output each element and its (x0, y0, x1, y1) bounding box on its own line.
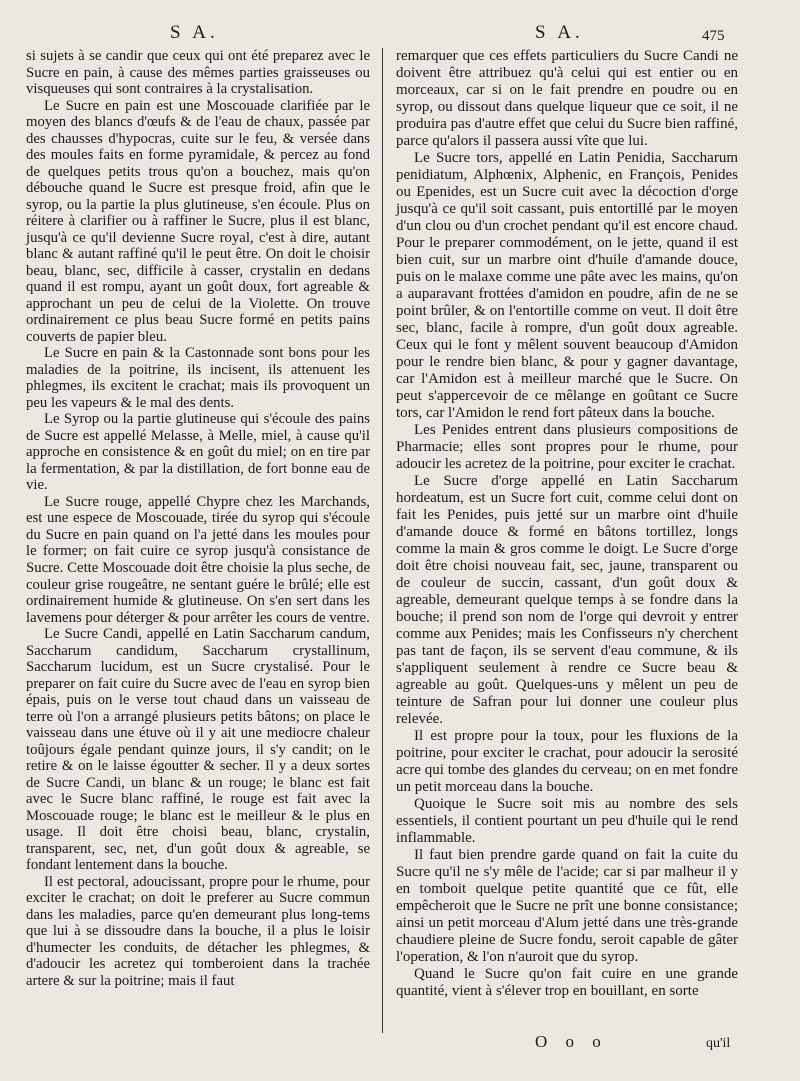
paragraph: Le Sucre en pain & la Castonnade sont bons pour les maladies de la poitrine, ils incisent, ils attenuent les phlegmes, ils excitent le crachat; mais ils provoquent un peu les vapeurs & le mal des dents. (26, 345, 370, 411)
paragraph: Il est propre pour la toux, pour les fluxions de la poitrine, pour exciter le crachat, pour adoucir la serosité acre qui tombe des glandes du cerveau; on en met fondre un petit morceau dans la bouche. (396, 728, 738, 795)
column-divider (382, 48, 383, 1033)
paragraph: Quand le Sucre qu'on fait cuire en une grande quantité, vient à s'élever trop en bouillant, en sorte (396, 966, 738, 999)
running-head-right: S A. (535, 22, 584, 43)
paragraph: Il est pectoral, adoucissant, propre pour le rhume, pour exciter le crachat; on doit le preferer au Sucre commun dans les maladies, parce qu'en demeurant plus long-tems que lui à se dissoudre dans la bouche, il a plus le loisir d'humecter les conduits, de détacher les phlegmes, & d'adoucir les acretez qui tomberoient dans la trachée artere & sur la poitrine; mais il faut (26, 873, 370, 989)
page-number: 475 (702, 28, 725, 44)
left-column (26, 48, 370, 989)
paragraph: Le Sucre d'orge appellé en Latin Saccharum hordeatum, est un Sucre fort cuit, comme celui dont on fait les Penides, puis jetté sur un marbre oint d'huile d'amande douce & formé en bâtons tortillez, longs comme la main & gros comme le doigt. Le Sucre d'orge doit être choisi nouveau fait, sec, jaune, transparent ou de couleur de succin, cassant, d'un goût doux & agreable, demeurant quelque temps à se fondre dans la bouche; il prend son nom de l'orge qui devroit y entrer comme aux Penides; mais les Confisseurs n'y cherchent pas tant de façon, ils se servent d'eau commune, & ils s'appliquent seulement à rendre ce Sucre beau & agreable au goût. Quelques-uns y mêlent un peu de teinture de Safran pour lui donner une couleur plus relevée. (396, 473, 738, 727)
catchword: qu'il (706, 1036, 731, 1051)
paragraph: Il faut bien prendre garde quand on fait la cuite du Sucre qu'il ne s'y mêle de l'acide; car si par malheur il y en tomboit quelque petite quantité que ce fût, elle empêcheroit que le Sucre ne prît une bonne consistance; ainsi un petit morceau d'Alum jetté dans une très-grande chaudiere pleine de Sucre fondu, seroit capable de gâter l'operation, & l'on n'auroit que du syrop. (396, 847, 738, 965)
paragraph: si sujets à se candir que ceux qui ont été preparez avec le Sucre en pain, à cause des mêmes parties graisseuses ou visqueuses qui sont contraires à la crystalisation. (26, 48, 370, 98)
right-column (396, 48, 738, 1000)
paragraph: Le Sucre en pain est une Moscouade clarifiée par le moyen des blancs d'œufs & de l'eau de chaux, passée par des chausses d'hypocras, cuite sur le feu, & versée dans des moules faits en forme pyramidale, & percez au fond de quelques petits trous qu'on a bouchez, mais qu'on débouche quand le Sucre est presque froid, afin que le syrop, ou la partie la plus glutineuse, s'en écoule. Plus on réitere à clarifier ou à raffiner le Sucre, plus il est blanc, jusqu'à ce qu'il devienne Sucre royal, c'est à dire, autant blanc & autant raffiné qu'il le peut être. On doit le choisir beau, blanc, sec, difficile à casser, crystalin en dedans quand il est rompu, ayant un goût doux, fort agreable & approchant un peu de celui de la Violette. On trouve ordinairement ce plus beau Sucre formé en petits pains couverts de papier bleu. (26, 97, 370, 345)
signature-mark: O o o (535, 1032, 608, 1051)
paragraph: Le Sucre tors, appellé en Latin Penidia, Saccharum penidiatum, Alphœnix, Alphenic, en François, Penides ou Epenides, est un Sucre cuit avec la décoction d'orge jusqu'à ce qu'il soit cassant, puis entortillé par le moyen d'un clou ou d'un crochet pendant qu'il est encore chaud. Pour le preparer commodément, on le jette, quand il est bien cuit, sur un marbre oint d'huile d'amande douce, puis on le malaxe comme une pâte avec les mains, qu'on a auparavant frottées d'amidon en poudre, afin de ne se point brûler, & on l'entortille comme on veut. Il doit être sec, blanc, facile à rompre, d'un goût doux agreable. Ceux qui le font y mêlent souvent beaucoup d'Amidon pour le rendre bien blanc, & pour y gagner davantage, car l'Amidon est à meilleur marché que le Sucre. On peut s'appercevoir de ce mêlange en goûtant ce Sucre tors, car l'Amidon le rend fort pâteux dans la bouche. (396, 150, 738, 421)
paragraph: Les Penides entrent dans plusieurs compositions de Pharmacie; elles sont propres pour le rhume, pour adoucir les acretez de la poitrine, pour exciter le crachat. (396, 422, 738, 472)
paragraph: Le Sucre Candi, appellé en Latin Saccharum candum, Saccharum candidum, Saccharum crystallinum, Saccharum lucidum, est un Sucre crystalisé. Pour le preparer on fait cuire du Sucre avec de l'eau en syrop bien épais, puis on le verse tout chaud dans un vaisseau de terre où l'on a arrangé plusieurs petits bâtons; on place le vaisseau dans une étuve où il y ait une mediocre chaleur toûjours égale pendant quinze jours, il s'y candit; on le retire & on le laisse égoutter & secher. Il y a deux sortes de Sucre Candi, un blanc & un rouge; le blanc est fait avec le Sucre blanc raffiné, le rouge est fait avec la Moscouade rouge; le blanc est le meilleur & le plus en usage. Il doit être choisi beau, blanc, crystalin, transparent, sec, net, d'un goût doux & agreable, se fondant lentement dans la bouche. (26, 626, 370, 874)
paragraph: Quoique le Sucre soit mis au nombre des sels essentiels, il contient pourtant un peu d'huile qui le rend inflammable. (396, 796, 738, 846)
running-head-left: S A. (170, 22, 219, 43)
paragraph: Le Sucre rouge, appellé Chypre chez les Marchands, est une espece de Moscouade, tirée du syrop qui s'écoule du Sucre en pain quand on l'a jetté dans les moules pour le former; on fait cuire ce syrop jusqu'à consistance de Sucre. Cette Moscouade doit être choisie la plus seche, de couleur grise rougeâtre, ne sentant guére le brûlé; elle est ordinairement humide & glutineuse. On s'en sert dans les lavemens pour déterger & pour arrêter les cours de ventre. (26, 493, 370, 626)
paragraph: Le Syrop ou la partie glutineuse qui s'écoule des pains de Sucre est appellé Melasse, à Melle, miel, à cause qu'il approche en consistence & en goût du miel; on en tire par la fermentation, & par la distillation, de fort bonne eau de vie. (26, 411, 370, 494)
paragraph: remarquer que ces effets particuliers du Sucre Candi ne doivent être attribuez qu'à celui qui est entier ou en morceaux, car si on le fait prendre en poudre ou en syrop, ou dissout dans quelque liqueur que ce soit, il ne produira pas d'autre effet que celui du Sucre bien raffiné, parce qu'alors il passera aussi vîte que lui. (396, 48, 738, 149)
